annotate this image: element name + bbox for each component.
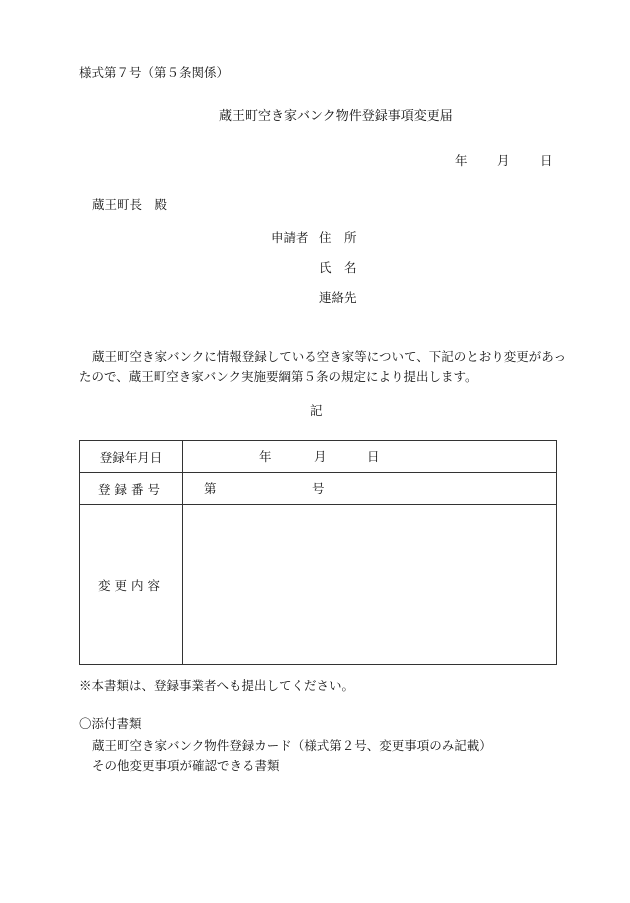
date-day: 日 [540, 153, 553, 168]
reg-number-prefix: 第 [204, 481, 217, 496]
note: ※本書類は、登録事業者へも提出してください。 [79, 678, 355, 693]
name-label: 氏 名 [319, 260, 357, 275]
change-content-value[interactable] [183, 505, 557, 665]
registration-date-value[interactable] [183, 441, 557, 473]
registration-number-label: 登録番号 [80, 473, 183, 505]
table-row [80, 473, 557, 505]
date-month: 月 [497, 153, 510, 168]
address-label: 住 所 [319, 230, 357, 245]
attachment-item: その他変更事項が確認できる書類 [92, 758, 280, 773]
form-number: 様式第７号（第５条関係） [79, 65, 230, 80]
registration-date-label: 登録年月日 [80, 441, 183, 473]
table-row [80, 505, 557, 665]
ki-heading: 記 [310, 403, 323, 418]
registration-table [79, 440, 557, 665]
reg-year: 年 [259, 449, 272, 464]
body-line-2: たので、蔵王町空き家バンク実施要綱第５条の規定により提出します。 [79, 369, 478, 384]
date-year: 年 [455, 153, 468, 168]
applicant-label: 申請者 [271, 230, 309, 245]
change-content-label: 変更内容 [80, 505, 183, 665]
reg-day: 日 [367, 449, 380, 464]
contact-label: 連絡先 [319, 290, 357, 305]
body-line-1: 蔵王町空き家バンクに情報登録している空き家等について、下記のとおり変更があっ [92, 349, 567, 364]
attachments-heading: 〇添付書類 [79, 716, 142, 731]
registration-number-value[interactable] [183, 473, 557, 505]
addressee: 蔵王町長 殿 [92, 197, 168, 212]
document-title: 蔵王町空き家バンク物件登録事項変更届 [219, 109, 453, 124]
attachment-item: 蔵王町空き家バンク物件登録カード（様式第２号、変更事項のみ記載） [92, 738, 492, 753]
reg-number-suffix: 号 [312, 481, 325, 496]
reg-month: 月 [314, 449, 327, 464]
table-row [80, 441, 557, 473]
